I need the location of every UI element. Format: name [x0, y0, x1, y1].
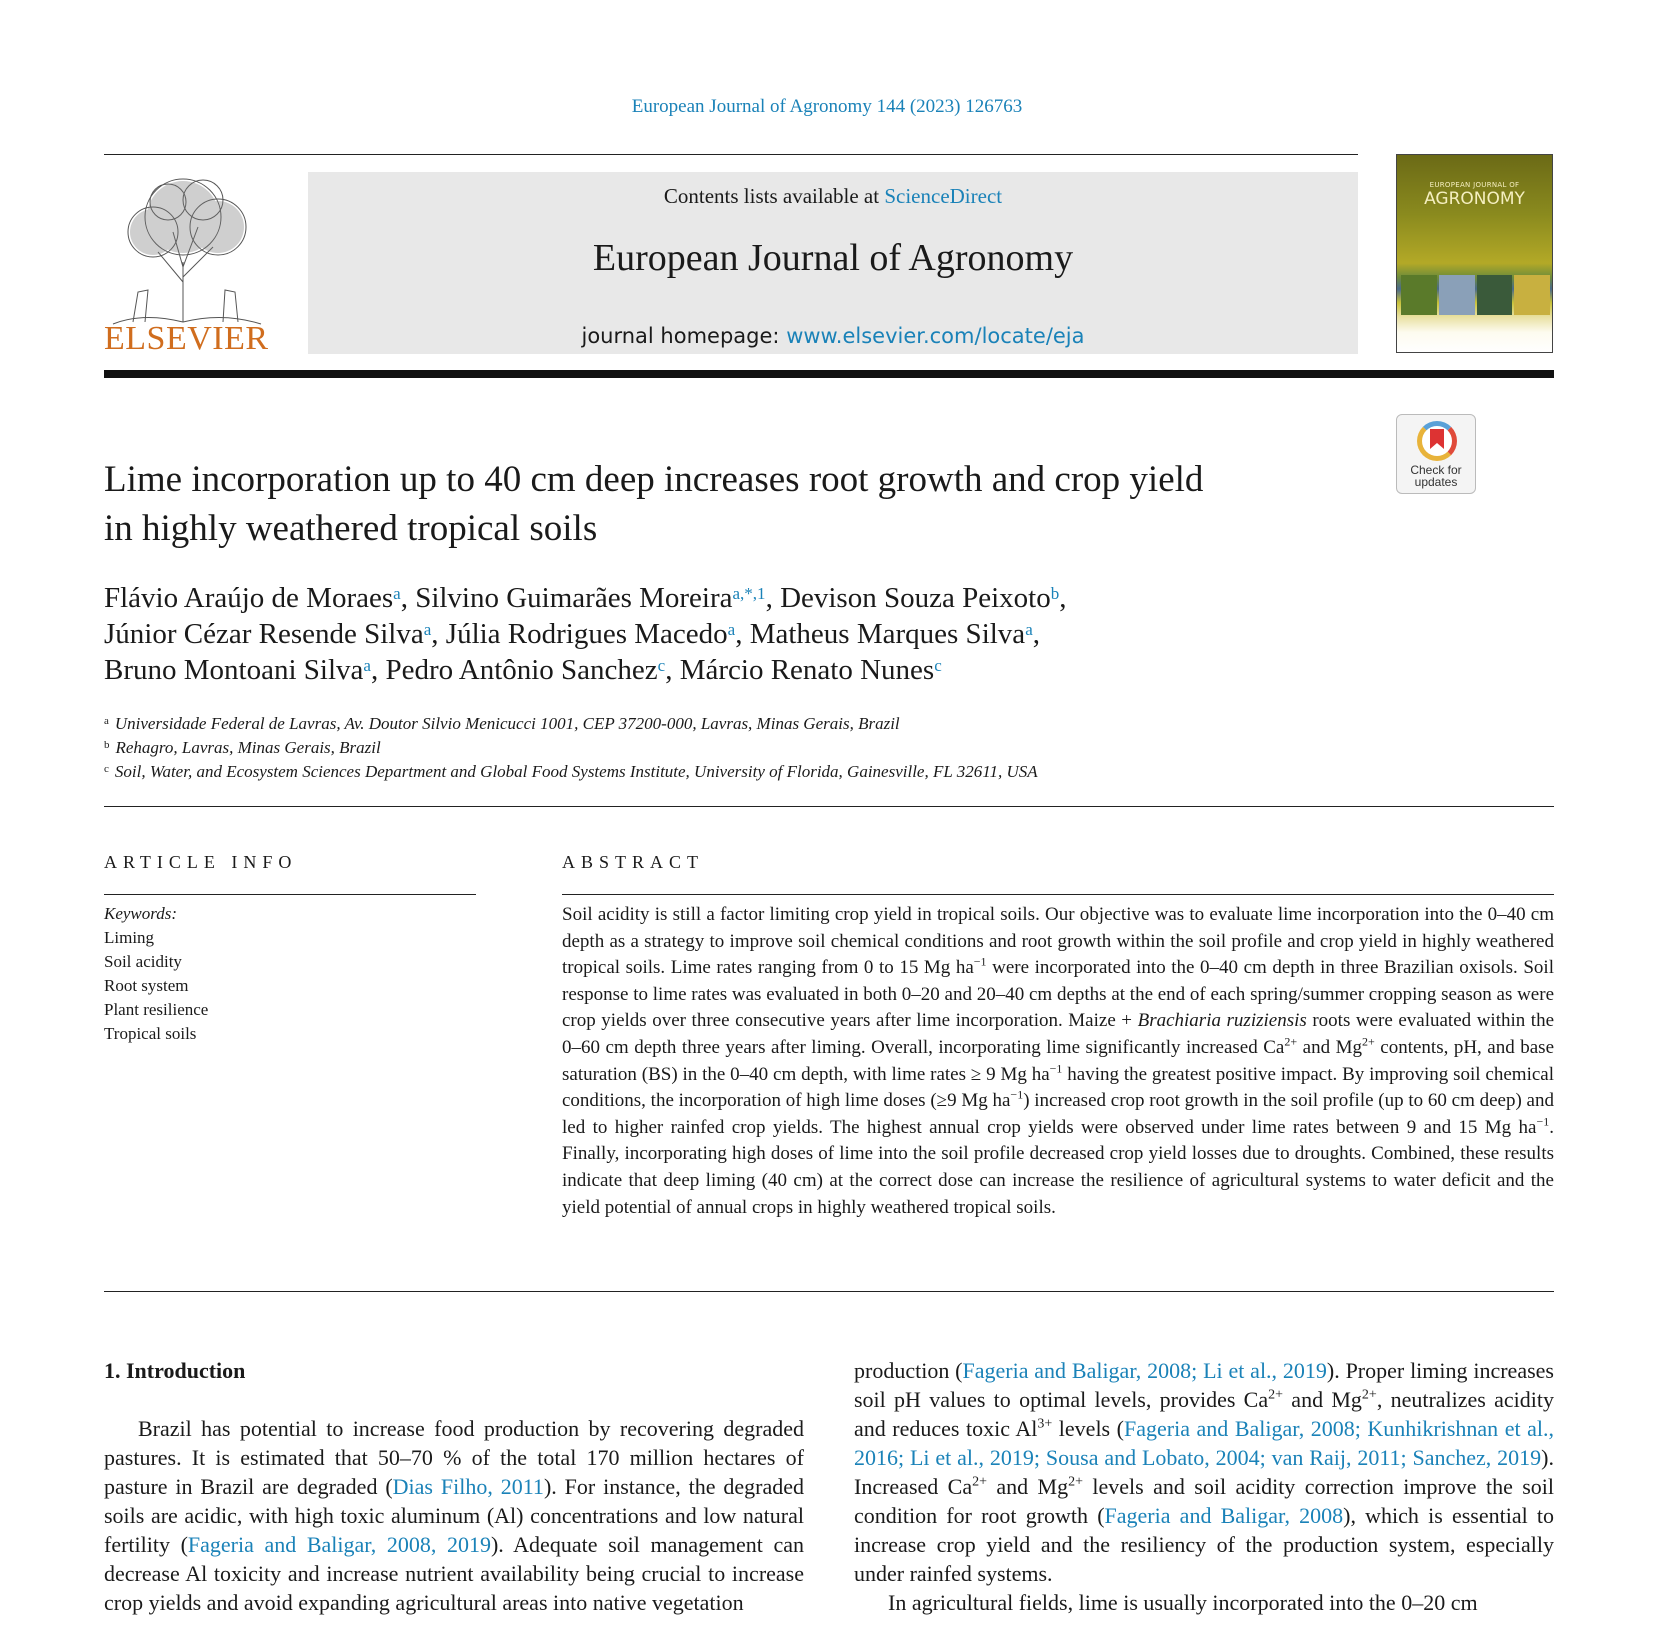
- superscript: 2+: [1284, 1034, 1298, 1049]
- author-affil-ref[interactable]: a: [727, 620, 736, 639]
- affiliation-item: [104, 736, 1404, 760]
- keyword-item[interactable]: Root system: [104, 976, 189, 995]
- abstract-run: . Finally, incorporating high doses of lime into the soil profile decreased crop yield losses due to droughts. Combined, these results indicate that deep liming (40 cm) at the correct dose can increase the resilience of agricultural systems to water deficit and the yield potential of annual crops in highly weathered tropical soils.: [562, 1116, 1554, 1218]
- abstract-heading: ABSTRACT: [562, 852, 705, 872]
- keyword-item[interactable]: Plant resilience: [104, 1000, 209, 1019]
- affiliation-text: Soil, Water, and Ecosystem Sciences Department and Global Food Systems Institute, University of Florida, Gainesville, FL 32611, USA: [114, 762, 1038, 781]
- author-affil-ref[interactable]: a,*,1: [732, 584, 766, 603]
- body-column-right: [854, 1356, 1554, 1617]
- journal-cover-image[interactable]: [1396, 154, 1553, 353]
- check-updates-line2: updates: [1414, 475, 1458, 489]
- author-list: [104, 580, 1364, 688]
- abstract-run: contents, pH, and base saturation (BS) in the 0–40 cm depth, with lime rates ≥ 9 Mg ha: [562, 1036, 1555, 1085]
- abstract-run: ) increased crop root growth in the soil profile (up to 60 cm deep) and led to higher rainfed crop yields. The highest annual crop yields were observed under lime rates between 9 and 15 Mg ha: [562, 1090, 1554, 1138]
- body-run: ). Increased Ca: [854, 1445, 1554, 1499]
- superscript: 2+: [1268, 1387, 1284, 1403]
- article-info-rule: [104, 894, 476, 895]
- abstract-run: having the greatest positive impact. By improving soil chemical conditions, the incorporation of high lime doses (≥9 Mg ha: [562, 1063, 1554, 1112]
- citation-link[interactable]: Fageria and Baligar, 2008, 2019: [187, 1532, 491, 1557]
- body-column-left: [104, 1356, 804, 1617]
- author-line-3: [104, 652, 1364, 688]
- author-name[interactable]: Márcio Renato Nunes: [679, 654, 935, 686]
- citation-link[interactable]: Dias Filho, 2011: [392, 1474, 544, 1499]
- check-for-updates-button[interactable]: [1396, 414, 1476, 494]
- keywords-block: [104, 902, 476, 1046]
- author-sep: ,: [1032, 618, 1040, 650]
- body-run: and Mg: [987, 1474, 1069, 1499]
- body-run: and Mg: [1283, 1387, 1362, 1412]
- author-name[interactable]: Flávio Araújo de Moraes: [104, 582, 394, 614]
- body-run: ). Proper liming increases soil pH values to optimal levels, provides Ca: [854, 1358, 1554, 1412]
- author-name[interactable]: Bruno Montoani Silva: [104, 654, 364, 686]
- contents-line: [308, 184, 1358, 209]
- superscript: 3+: [1037, 1416, 1053, 1432]
- homepage-prefix: journal homepage:: [581, 324, 780, 348]
- article-title: [104, 455, 1364, 553]
- body-paragraph: In agricultural fields, lime is usually incorporated into the 0–20 cm: [888, 1590, 1478, 1615]
- body-run: levels and soil acidity correction improve the soil condition for root growth (: [854, 1474, 1555, 1528]
- author-sep: ,: [400, 582, 416, 614]
- superscript: 2+: [972, 1474, 988, 1490]
- citation-link[interactable]: Fageria and Baligar, 2008; Kunhikrishnan et al., 2016; Li et al., 2019; Sousa and Lobato, 2004; van Raij, 2011; Sanchez, 2019: [854, 1416, 1554, 1470]
- author-line-1: [104, 580, 1364, 616]
- section-heading: 1. Introduction: [104, 1358, 246, 1383]
- header-thick-rule: [104, 370, 1554, 378]
- superscript: 2+: [1068, 1474, 1084, 1490]
- contents-prefix: Contents lists available at: [663, 184, 880, 208]
- cover-title-line2: AGRONOMY: [1424, 189, 1525, 209]
- author-name[interactable]: Silvino Guimarães Moreira: [415, 582, 733, 614]
- author-name[interactable]: Pedro Antônio Sanchez: [385, 654, 658, 686]
- author-affil-ref[interactable]: a: [423, 620, 432, 639]
- body-run: production (: [854, 1358, 963, 1383]
- body-run: levels (: [1052, 1416, 1124, 1441]
- author-sep: ,: [1059, 582, 1067, 614]
- author-affil-ref[interactable]: a: [1025, 620, 1033, 639]
- author-affil-ref[interactable]: a: [393, 584, 401, 603]
- body-run: Brazil has potential to increase food production by recovering degraded pastures. It is estimated that 50–70 % of the total 170 million hectares of pasture in Brazil are degraded (: [104, 1416, 804, 1499]
- abstract-run: were incorporated into the 0–40 cm depth in three Brazilian oxisols. Soil response to lime rates was evaluated in both 0–20 and 20–40 cm depths at the end of each spring/summer cropping season as were crop yields over three consecutive years after lime incorporation. Maize +: [562, 957, 1554, 1032]
- author-line-2: [104, 616, 1364, 652]
- body-paragraph: [854, 1356, 1554, 1588]
- superscript: 2+: [1361, 1034, 1375, 1049]
- affiliation-key: a: [104, 715, 109, 727]
- body-run: ). For instance, the degraded soils are acidic, with high toxic aluminum (Al) concentrations and low natural fertility (: [104, 1474, 804, 1557]
- affiliation-text: Universidade Federal de Lavras, Av. Doutor Silvio Menicucci 1001, CEP 37200-000, Lavras, Minas Gerais, Brazil: [114, 714, 900, 733]
- author-sep: ,: [370, 654, 386, 686]
- author-affil-ref[interactable]: b: [1050, 584, 1060, 603]
- elsevier-wordmark: ELSEVIER: [104, 320, 269, 357]
- journal-masthead: [308, 172, 1358, 354]
- author-name[interactable]: Devison Souza Peixoto: [780, 582, 1051, 614]
- body-run: ), which is essential to increase crop yield and the resiliency of the production system, especially under rainfed systems.: [854, 1503, 1554, 1586]
- keywords-label: Keywords:: [104, 904, 178, 923]
- affiliation-list: [104, 712, 1404, 784]
- title-line-2: in highly weathered tropical soils: [104, 508, 598, 549]
- cover-photo-strip: [1401, 275, 1550, 315]
- abstract-rule: [562, 894, 1554, 895]
- superscript: −1: [1536, 1114, 1550, 1129]
- check-updates-line1: Check for: [1410, 463, 1462, 477]
- abstract-run: and Mg: [1297, 1036, 1362, 1058]
- abstract-run: Soil acidity is still a factor limiting crop yield in tropical soils. Our objective was to evaluate lime incorporation into the 0–40 cm depth as a strategy to improve soil chemical conditions and root growth within the soil profile and crop yield in highly weathered tropical soils. Lime rates ranging from 0 to 15 Mg ha: [562, 904, 1554, 979]
- cover-title-line1: EUROPEAN JOURNAL OF: [1429, 181, 1520, 189]
- superscript: −1: [1010, 1087, 1024, 1102]
- citation-link[interactable]: Fageria and Baligar, 2008; Li et al., 2019: [962, 1358, 1327, 1383]
- superscript: −1: [973, 954, 987, 969]
- body-run: , neutralizes acidity and reduces toxic Al: [854, 1387, 1555, 1441]
- author-sep: ,: [431, 618, 446, 650]
- keyword-item[interactable]: Liming: [104, 928, 155, 947]
- author-affil-ref[interactable]: c: [934, 656, 942, 675]
- homepage-line: [308, 324, 1358, 348]
- author-affil-ref[interactable]: a: [363, 656, 371, 675]
- superscript: 2+: [1361, 1387, 1377, 1403]
- author-sep: ,: [665, 654, 680, 686]
- affiliation-key: c: [104, 763, 109, 775]
- author-name[interactable]: Júnior Cézar Resende Silva: [104, 618, 424, 650]
- author-name[interactable]: Júlia Rodrigues Macedo: [445, 618, 728, 650]
- superscript: −1: [1049, 1061, 1063, 1076]
- abstract-bottom-rule: [104, 1291, 1554, 1292]
- header-rule: [104, 154, 1358, 155]
- sciencedirect-link[interactable]: ScienceDirect: [884, 184, 1003, 208]
- check-updates-label: [1397, 464, 1475, 488]
- affiliation-key: b: [104, 739, 110, 751]
- homepage-link[interactable]: www.elsevier.com/locate/eja: [786, 324, 1085, 348]
- keyword-item[interactable]: Tropical soils: [104, 1024, 197, 1043]
- abstract-run: roots were evaluated within the 0–60 cm depth three years after liming. Overall, incorporating lime significantly increased Ca: [562, 1010, 1555, 1058]
- journal-reference-link[interactable]: European Journal of Agronomy 144 (2023) 126763: [631, 96, 1023, 117]
- citation-link[interactable]: Fageria and Baligar, 2008: [1104, 1503, 1344, 1528]
- affiliation-item: [104, 760, 1404, 784]
- author-affil-ref[interactable]: c: [657, 656, 666, 675]
- affiliation-text: Rehagro, Lavras, Minas Gerais, Brazil: [115, 738, 381, 757]
- keyword-item[interactable]: Soil acidity: [104, 952, 182, 971]
- body-paragraph: [104, 1414, 804, 1617]
- journal-name: European Journal of Agronomy: [592, 237, 1074, 279]
- title-line-1: Lime incorporation up to 40 cm deep increases root growth and crop yield: [104, 459, 1204, 500]
- author-sep: ,: [765, 582, 781, 614]
- author-sep: ,: [735, 618, 750, 650]
- article-info-heading: ARTICLE INFO: [104, 852, 298, 872]
- affiliation-item: [104, 712, 1404, 736]
- body-run: ). Adequate soil management can decrease Al toxicity and increase nutrient availability being crucial to increase crop yields and avoid expanding agricultural areas into native vegetation: [104, 1532, 804, 1615]
- abstract-text: [562, 902, 1554, 1221]
- species-name: Brachiaria ruziziensis: [1137, 1010, 1307, 1032]
- author-name[interactable]: Matheus Marques Silva: [749, 618, 1026, 650]
- section-rule: [104, 806, 1554, 807]
